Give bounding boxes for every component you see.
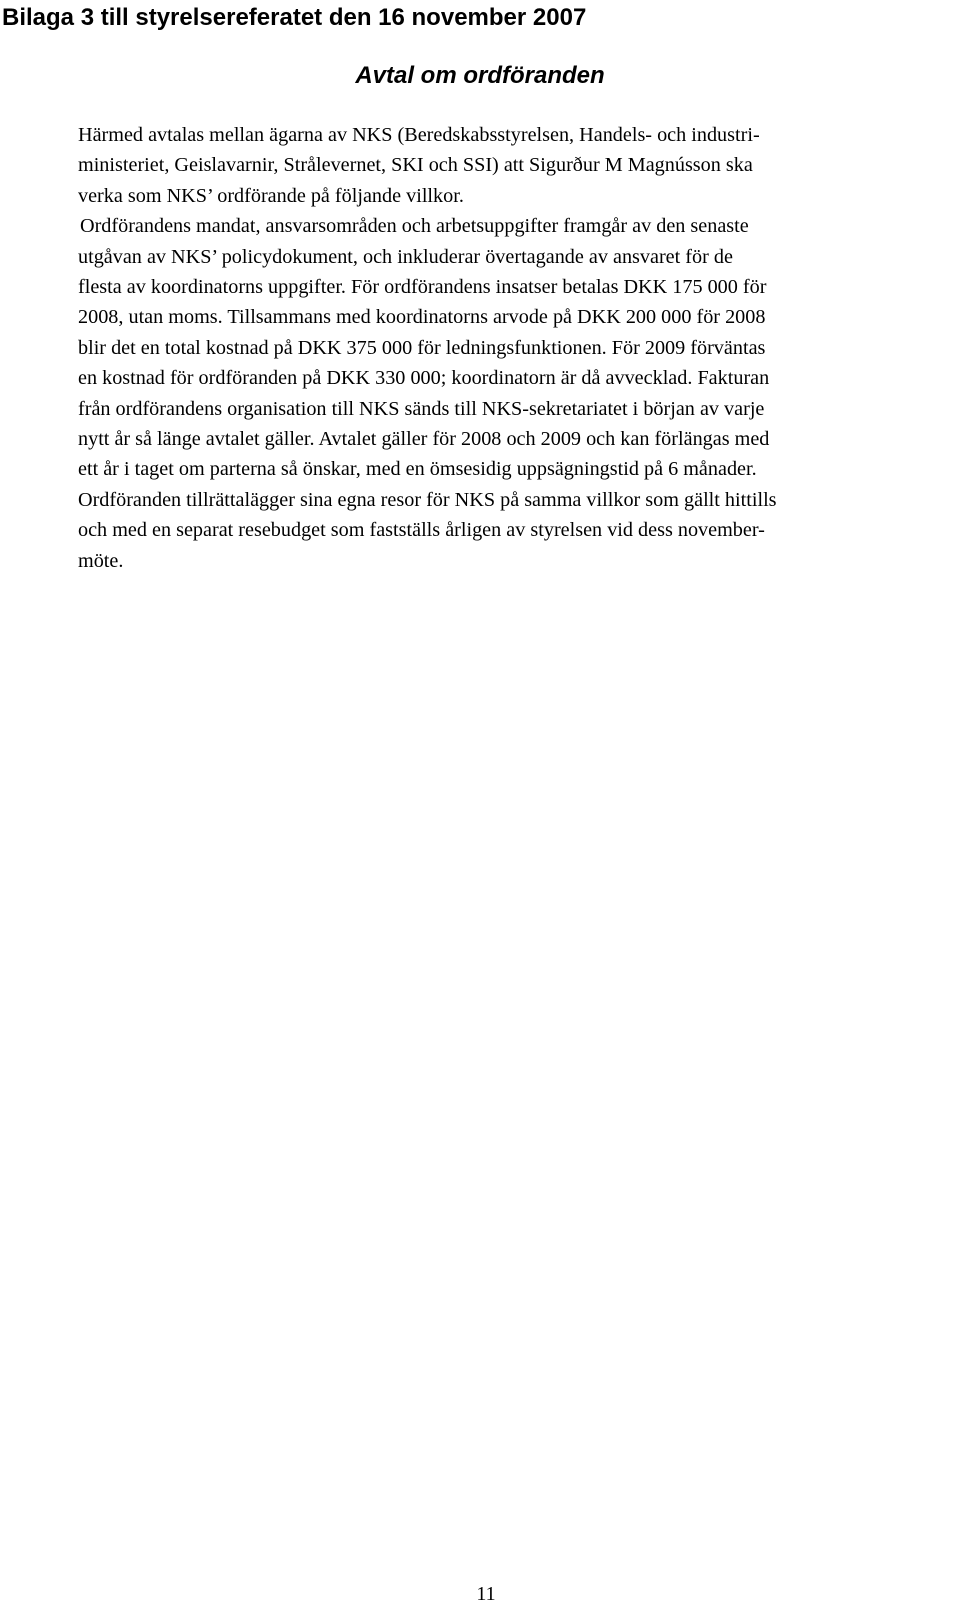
body-line: utgåvan av NKS’ policydokument, och inkluderar övertagande av ansvaret för de [78,245,733,268]
body-line: flesta av koordinatorns uppgifter. För ordförandens insatser betalas DKK 175 000 för [78,276,767,299]
body-line: 2008, utan moms. Tillsammans med koordinatorns arvode på DKK 200 000 för 2008 [78,306,766,329]
body-line: Ordförandens mandat, ansvarsområden och arbetsuppgifter framgår av den senaste [80,215,749,238]
body-line: nytt år så länge avtalet gäller. Avtalet gäller för 2008 och 2009 och kan förlängas med [78,428,770,451]
body-line: från ordförandens organisation till NKS sänds till NKS-sekretariatet i början av varje [78,397,765,420]
body-line: verka som NKS’ ordförande på följande villkor. [78,184,464,207]
body-line: blir det en total kostnad på DKK 375 000 för ledningsfunktionen. För 2009 förväntas [78,336,766,359]
document-header: Bilaga 3 till styrelsereferatet den 16 november 2007 [2,4,587,31]
page-number: 11 [476,1583,496,1605]
body-line: ett år i taget om parterna så önskar, med en ömsesidig uppsägningstid på 6 månader. [78,458,757,481]
document-title: Avtal om ordföranden [355,62,605,89]
body-text [78,120,958,576]
body-line: och med en separat resebudget som fastställs årligen av styrelsen vid dess november- [78,519,765,542]
body-line: Härmed avtalas mellan ägarna av NKS (Beredskabsstyrelsen, Handels- och industri- [78,124,760,146]
body-line: Ordföranden tillrättalägger sina egna resor för NKS på samma villkor som gällt hittills [78,488,777,511]
body-line: möte. [78,549,124,572]
body-line: en kostnad för ordföranden på DKK 330 000; koordinatorn är då avvecklad. Fakturan [78,367,770,390]
body-line: ministeriet, Geislavarnir, Strålevernet, SKI och SSI) att Sigurður M Magnússon ska [78,154,753,177]
